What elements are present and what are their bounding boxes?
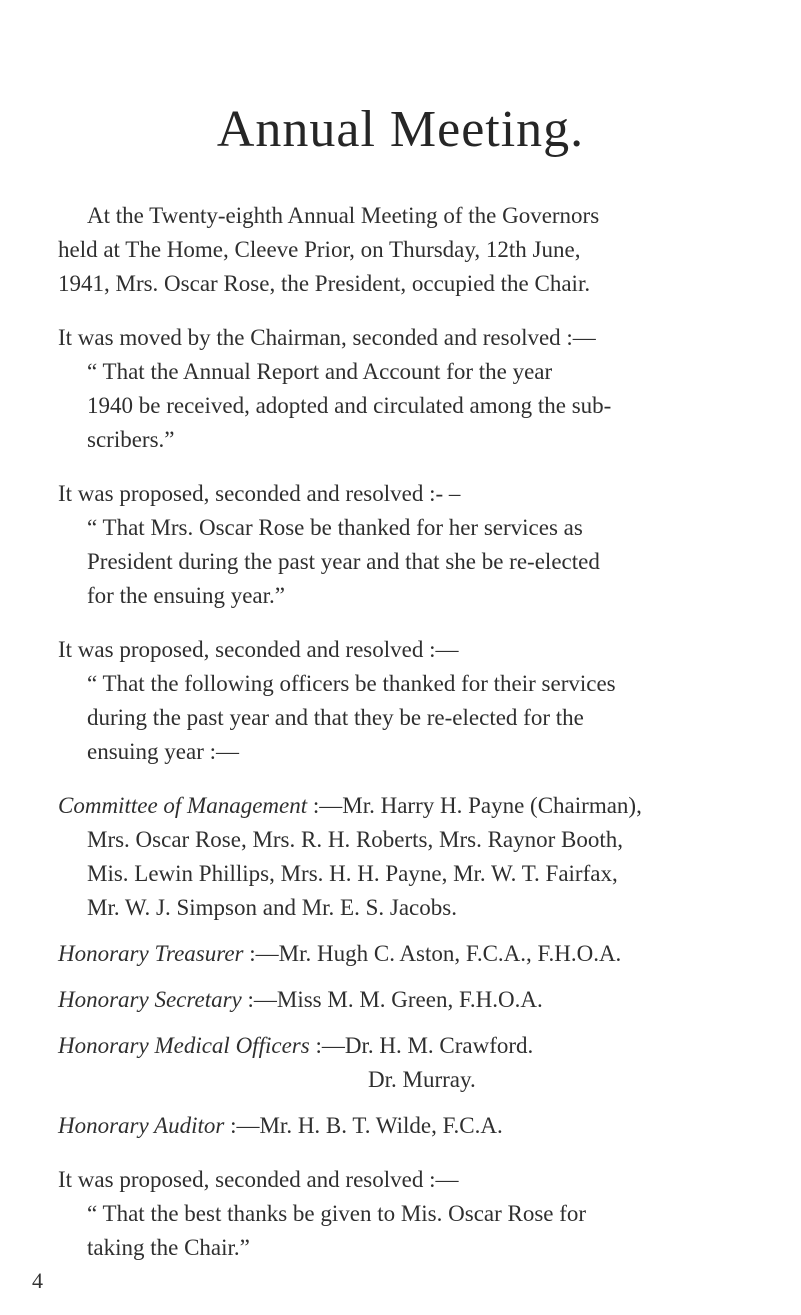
resolution-2-intro: It was proposed, seconded and resolved :- –	[58, 481, 461, 506]
committee-chairman: :—Mr. Harry H. Payne (Chairman),	[307, 793, 642, 818]
committee-line-4: Mr. W. J. Simpson and Mr. E. S. Jacobs.	[87, 895, 457, 920]
treasurer-line	[58, 940, 621, 968]
resolution-4-line-1: “ That the best thanks be given to Mis. Oscar Rose for	[87, 1201, 587, 1226]
resolution-4-line-2: taking the Chair.”	[87, 1235, 250, 1260]
intro-line-1: At the Twenty-eighth Annual Meeting of the Governors	[87, 203, 600, 228]
resolution-1-line-1: “ That the Annual Report and Account for the year	[87, 359, 553, 384]
committee-line-3: Mis. Lewin Phillips, Mrs. H. H. Payne, Mr. W. T. Fairfax,	[87, 861, 618, 886]
page-number: 4	[32, 1268, 43, 1293]
medical-label: Honorary Medical Officers	[58, 1033, 310, 1058]
resolution-1-line-3: scribers.”	[87, 427, 175, 452]
resolution-3-intro: It was proposed, seconded and resolved :—	[58, 637, 459, 662]
medical-value-1: :—Dr. H. M. Crawford.	[309, 1033, 534, 1058]
resolution-2-line-3: for the ensuing year.”	[87, 583, 285, 608]
secretary-line	[58, 986, 543, 1014]
committee-line-1	[58, 792, 642, 820]
medical-line-1	[58, 1032, 533, 1060]
intro-line-2: held at The Home, Cleeve Prior, on Thursday, 12th June,	[58, 237, 581, 262]
treasurer-value: :—Mr. Hugh C. Aston, F.C.A., F.H.O.A.	[243, 941, 622, 966]
resolution-1-line-2: 1940 be received, adopted and circulated among the sub-	[87, 393, 612, 418]
resolution-2-line-1: “ That Mrs. Oscar Rose be thanked for her services as	[87, 515, 583, 540]
page-title: Annual Meeting.	[216, 101, 585, 158]
secretary-value: :—Miss M. M. Green, F.H.O.A.	[241, 987, 543, 1012]
resolution-2-line-2: President during the past year and that she be re-elected	[87, 549, 600, 574]
resolution-3-line-2: during the past year and that they be re-elected for the	[87, 705, 584, 730]
committee-line-2: Mrs. Oscar Rose, Mrs. R. H. Roberts, Mrs. Raynor Booth,	[87, 827, 624, 852]
medical-line-2: Dr. Murray.	[368, 1067, 476, 1092]
resolution-3-line-1: “ That the following officers be thanked for their services	[87, 671, 616, 696]
auditor-label: Honorary Auditor	[58, 1113, 225, 1138]
intro-line-3: 1941, Mrs. Oscar Rose, the President, occupied the Chair.	[58, 271, 591, 296]
resolution-4-intro: It was proposed, seconded and resolved :—	[58, 1167, 459, 1192]
auditor-value: :—Mr. H. B. T. Wilde, F.C.A.	[224, 1113, 503, 1138]
committee-label: Committee of Management	[58, 793, 308, 818]
auditor-line	[58, 1112, 503, 1140]
resolution-3-line-3: ensuing year :—	[87, 739, 240, 764]
secretary-label: Honorary Secretary	[58, 987, 242, 1012]
resolution-1-intro: It was moved by the Chairman, seconded and resolved :—	[58, 325, 596, 350]
treasurer-label: Honorary Treasurer	[58, 941, 244, 966]
